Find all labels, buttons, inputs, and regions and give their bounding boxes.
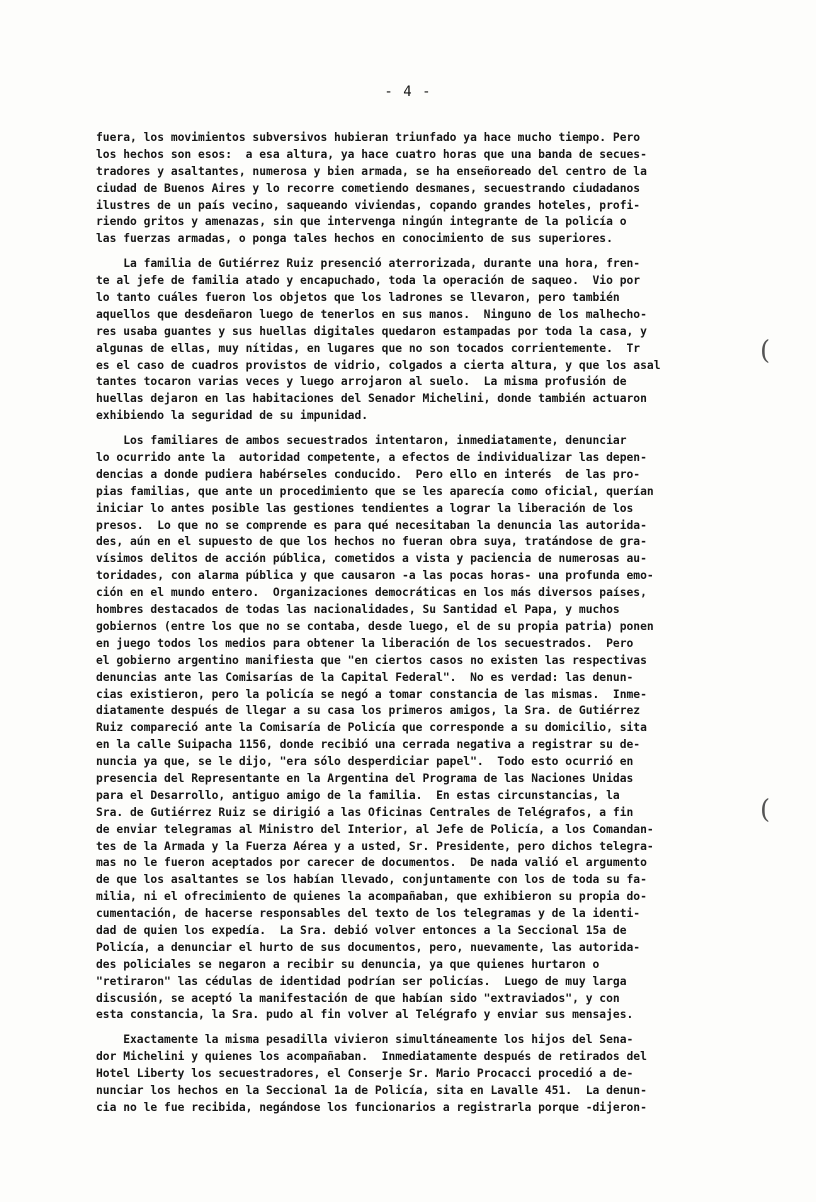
text-line: iniciar lo antes posible las gestiones tendientes a lograr la liberación de los bbox=[96, 501, 634, 515]
paragraph bbox=[96, 433, 746, 1024]
text-line: presos. Lo que no se comprende es para qué necesitaban la denuncia las autorida- bbox=[96, 518, 647, 532]
text-line: ción en el mundo entero. Organizaciones democráticas en los más diversos países, bbox=[96, 586, 647, 600]
text-line: dor Michelini y quienes los acompañaban. Inmediatamente después de retirados del bbox=[96, 1050, 647, 1064]
text-line: Hotel Liberty los secuestradores, el Conserje Sr. Mario Procacci procedió a de- bbox=[96, 1067, 634, 1081]
text-line: tantes tocaron varias veces y luego arrojaron al suelo. La misma profusión de bbox=[96, 375, 627, 389]
text-line: de enviar telegramas al Ministro del Interior, al Jefe de Policía, a los Comandan- bbox=[96, 822, 654, 836]
text-line: riendo gritos y amenazas, sin que intervenga ningún integrante de la policía o bbox=[96, 215, 627, 229]
text-line: para el Desarrollo, antiguo amigo de la familia. En estas circunstancias, la bbox=[96, 788, 620, 802]
text-line: en la calle Suipacha 1156, donde recibió una cerrada negativa a registrar su de- bbox=[96, 738, 641, 752]
text-line: algunas de ellas, muy nítidas, en lugares que no son tocados corrientemente. Tr bbox=[96, 341, 641, 355]
text-line: aquellos que desdeñaron luego de tenerlos en sus manos. Ninguno de los malhecho- bbox=[96, 307, 647, 321]
text-line: lo ocurrido ante la autoridad competente, a efectos de individualizar las depen- bbox=[96, 451, 647, 465]
text-line: nunciar los hechos en la Seccional 1a de Policía, sita en Lavalle 451. La denun- bbox=[96, 1083, 647, 1097]
text-line: tes de la Armada y la Fuerza Aérea y a usted, Sr. Presidente, pero dichos telegra- bbox=[96, 839, 654, 853]
text-line: ilustres de un país vecino, saqueando viviendas, copando grandes hoteles, profi- bbox=[96, 198, 641, 212]
text-line: "retiraron" las cédulas de identidad podrían ser policías. Luego de muy larga bbox=[96, 974, 627, 988]
text-line: toridades, con alarma pública y que causaron -a las pocas horas- una profunda emo- bbox=[96, 569, 654, 583]
body-text bbox=[96, 130, 746, 1125]
text-line: las fuerzas armadas, o ponga tales hechos en conocimiento de sus superiores. bbox=[96, 232, 613, 246]
text-line: denuncias ante las Comisarías de la Capital Federal". No es verdad: las denun- bbox=[96, 670, 634, 684]
text-line: gobiernos (entre los que no se contaba, desde luego, el de su propia patria) ponen bbox=[96, 619, 654, 633]
paragraph bbox=[96, 130, 746, 248]
text-line: cias existieron, pero la policía se negó a tomar constancia de las mismas. Inme- bbox=[96, 687, 647, 701]
text-line: mas no le fueron aceptados por carecer de documentos. De nada valió el argumento bbox=[96, 856, 647, 870]
text-line: te al jefe de familia atado y encapuchado, toda la operación de saqueo. Vio por bbox=[96, 274, 641, 288]
text-line: dad de quien los expedía. La Sra. debió volver entonces a la Seccional 15a de bbox=[96, 923, 627, 937]
text-line: Ruiz compareció ante la Comisaría de Policía que corresponde a su domicilio, sita bbox=[96, 721, 647, 735]
text-line: Policía, a denunciar el hurto de sus documentos, pero, nuevamente, las autorida- bbox=[96, 940, 641, 954]
text-line: vísimos delitos de acción pública, cometidos a vista y paciencia de numerosas au- bbox=[96, 552, 647, 566]
text-line: ciudad de Buenos Aires y lo recorre cometiendo desmanes, secuestrando ciudadanos bbox=[96, 181, 641, 195]
text-line: tradores y asaltantes, numerosa y bien armada, se ha enseñoreado del centro de la bbox=[96, 164, 647, 178]
text-line: Exactamente la misma pesadilla vivieron simultáneamente los hijos del Sena- bbox=[96, 1033, 634, 1047]
margin-bracket-mark: ( bbox=[760, 795, 771, 825]
text-line: des, aún en el supuesto de que los hechos no fueran obra suya, tratándose de gra- bbox=[96, 535, 647, 549]
text-line: des policiales se negaron a recibir su denuncia, ya que quienes hurtaron o bbox=[96, 957, 600, 971]
text-line: Sra. de Gutiérrez Ruiz se dirigió a las Oficinas Centrales de Telégrafos, a fin bbox=[96, 805, 634, 819]
text-line: en juego todos los medios para obtener la liberación de los secuestrados. Pero bbox=[96, 636, 634, 650]
paragraph bbox=[96, 1032, 746, 1116]
text-line: lo tanto cuáles fueron los objetos que los ladrones se llevaron, pero también bbox=[96, 291, 620, 305]
text-line: cumentación, de hacerse responsables del texto de los telegramas y de la identi- bbox=[96, 907, 641, 921]
text-line: discusión, se aceptó la manifestación de que habían sido "extraviados", y con bbox=[96, 991, 620, 1005]
text-line: hombres destacados de todas las nacionalidades, Su Santidad el Papa, y muchos bbox=[96, 603, 620, 617]
paragraph bbox=[96, 256, 746, 425]
text-line: res usaba guantes y sus huellas digitales quedaron estampadas por toda la casa, y bbox=[96, 324, 647, 338]
text-line: presencia del Representante en la Argentina del Programa de las Naciones Unidas bbox=[96, 771, 634, 785]
margin-bracket-mark: ( bbox=[760, 336, 771, 366]
text-line: de que los asaltantes se los habían llevado, conjuntamente con los de toda su fa- bbox=[96, 873, 647, 887]
text-line: dencias a donde pudiera habérseles conducido. Pero ello en interés de las pro- bbox=[96, 467, 641, 481]
text-line: La familia de Gutiérrez Ruiz presenció aterrorizada, durante una hora, fren- bbox=[96, 257, 641, 271]
text-line: fuera, los movimientos subversivos hubieran triunfado ya hace mucho tiempo. Pero bbox=[96, 131, 641, 144]
text-line: huellas dejaron en las habitaciones del Senador Michelini, donde también actuaron bbox=[96, 392, 647, 406]
text-line: nuncia ya que, se le dijo, "era sólo desperdiciar papel". Todo esto ocurrió en bbox=[96, 755, 634, 769]
text-line: pias familias, que ante un procedimiento que se les aparecía como oficial, querían bbox=[96, 484, 654, 498]
text-line: exhibiendo la seguridad de su impunidad. bbox=[96, 409, 369, 423]
text-line: es el caso de cuadros provistos de vidrio, colgados a cierta altura, y que los asal bbox=[96, 358, 661, 372]
text-line: esta constancia, la Sra. pudo al fin volver al Telégrafo y enviar sus mensajes. bbox=[96, 1008, 634, 1022]
text-line: Los familiares de ambos secuestrados intentaron, inmediatamente, denunciar bbox=[96, 434, 627, 448]
text-line: milia, ni el ofrecimiento de quienes la acompañaban, que exhibieron su propia do- bbox=[96, 890, 647, 904]
text-line: cia no le fue recibida, negándose los funcionarios a registrarla porque -dijeron- bbox=[96, 1100, 647, 1114]
text-line: los hechos son esos: a esa altura, ya hace cuatro horas que una banda de secues- bbox=[96, 147, 647, 161]
text-line: el gobierno argentino manifiesta que "en ciertos casos no existen las respectivas bbox=[96, 653, 647, 667]
text-line: diatamente después de llegar a su casa los primeros amigos, la Sra. de Gutiérrez bbox=[96, 704, 641, 718]
page-number: - 4 - bbox=[384, 84, 432, 100]
